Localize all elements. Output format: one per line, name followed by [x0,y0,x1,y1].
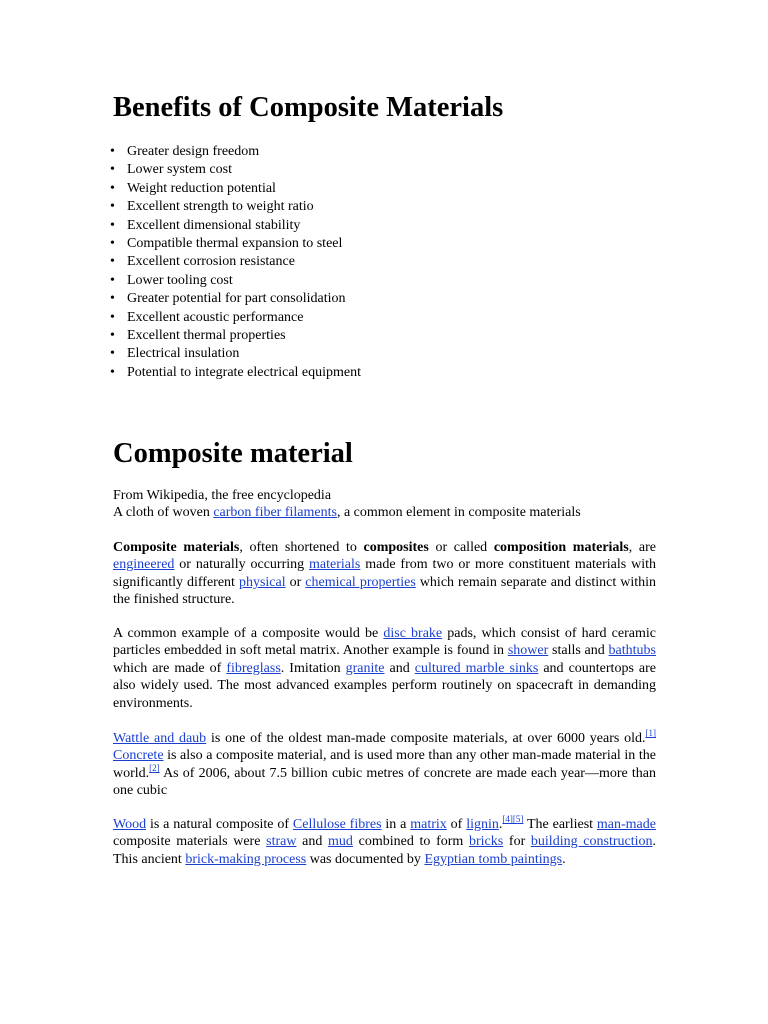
list-item: • Lower system cost [113,161,361,179]
list-item: • Excellent corrosion resistance [113,253,361,271]
bullet-icon: • [110,272,115,288]
link-brick-making-process[interactable]: brick-making process [185,851,307,867]
list-item: • Greater potential for part consolidation [113,290,361,308]
benefits-list [110,143,362,382]
link-building-construction[interactable]: building construction [530,834,653,850]
link-man-made[interactable]: man-made [596,817,656,832]
list-item: • Weight reduction potential [113,180,361,198]
benefits-heading: Benefits of Composite Materials [113,92,504,123]
citation-link[interactable]: [2] [149,762,160,773]
link-fibreglass[interactable]: fibreglass [226,660,281,676]
citation-link[interactable]: [1] [645,728,656,738]
link-bathtubs[interactable]: bathtubs [608,643,656,659]
bullet-icon: • [110,328,115,344]
paragraph-wood: Wood is a natural composite of Cellulose fibres in a matrix of lignin.[4][5] The earliest man-made composite materials were straw and mud combined to form bricks for building construction. This ancient brick-making process was documented by Egyptian tomb paintings. [113,814,656,867]
list-item: • Lower tooling cost [113,272,361,290]
link-physical[interactable]: physical [238,574,286,590]
bullet-icon: • [110,199,115,215]
bullet-icon: • [110,236,115,252]
link-cultured-marble-sinks[interactable]: cultured marble sinks [414,660,539,676]
bullet-icon: • [110,144,115,159]
list-item: • Excellent dimensional stability [113,217,361,235]
link-granite[interactable]: granite [345,660,385,676]
link-matrix[interactable]: matrix [410,817,447,832]
link-shower[interactable]: shower [507,643,549,659]
link-disc-brake[interactable]: disc brake [383,626,443,641]
link-egyptian-tomb-paintings[interactable]: Egyptian tomb paintings [424,851,563,867]
link-engineered[interactable]: engineered [113,557,175,573]
list-item: • Potential to integrate electrical equipment [113,364,361,382]
link-bricks[interactable]: bricks [469,834,504,850]
bullet-icon: • [110,364,115,380]
link-carbon-fiber-filaments[interactable]: carbon fiber filaments [213,505,337,520]
list-item: • Greater design freedom [113,143,361,161]
paragraph-history: Wattle and daub is one of the oldest man-made composite materials, at over 6000 years old.[1] Concrete is also a composite material, and is used more than any other man-made material in the world.[2] As of 2006, about 7.5 billion cubic metres of concrete are made each year—more than one cubic [113,728,656,799]
bullet-icon: • [110,180,115,196]
article-heading: Composite material [113,438,353,469]
paragraph-examples: A common example of a composite would be disc brake pads, which consist of hard ceramic particles embedded in soft metal matrix. Another example is found in shower stalls and bathtubs which are made of fibreglass. Imitation granite and cultured marble sinks and countertops are also widely used. The most advanced examples perform routinely on spacecraft in demanding environments. [113,626,656,711]
citation-link[interactable]: [4][5] [502,814,524,824]
list-item: • Excellent thermal properties [113,327,361,345]
bullet-icon: • [110,217,115,233]
list-item: • Excellent acoustic performance [113,309,361,327]
link-lignin[interactable]: lignin [466,817,499,832]
list-item: • Compatible thermal expansion to steel [113,235,361,253]
link-mud[interactable]: mud [328,834,353,850]
link-wood[interactable]: Wood [113,817,147,832]
bullet-icon: • [110,346,115,362]
bullet-icon: • [110,162,115,178]
link-cellulose-fibres[interactable]: Cellulose fibres [292,817,382,832]
bullet-icon: • [110,309,115,325]
paragraph-definition: Composite materials, often shortened to composites or called composition materials, are engineered or naturally occurring materials made from two or more constituent materials with significantly different physical or chemical properties which remain separate and distinct within the finished structure. [113,540,657,608]
image-caption: A cloth of woven carbon fiber filaments, a common element in composite materials [113,505,581,520]
link-materials[interactable]: materials [309,557,361,573]
link-concrete[interactable]: Concrete [113,748,164,764]
list-item: • Excellent strength to weight ratio [113,198,361,216]
link-wattle-and-daub[interactable]: Wattle and daub [113,731,207,746]
bullet-icon: • [110,254,115,270]
link-chemical-properties[interactable]: chemical properties [305,574,416,590]
list-item: • Electrical insulation [113,345,361,363]
bullet-icon: • [110,291,115,307]
link-straw[interactable]: straw [266,834,297,850]
source-line: From Wikipedia, the free encyclopedia [113,488,332,503]
